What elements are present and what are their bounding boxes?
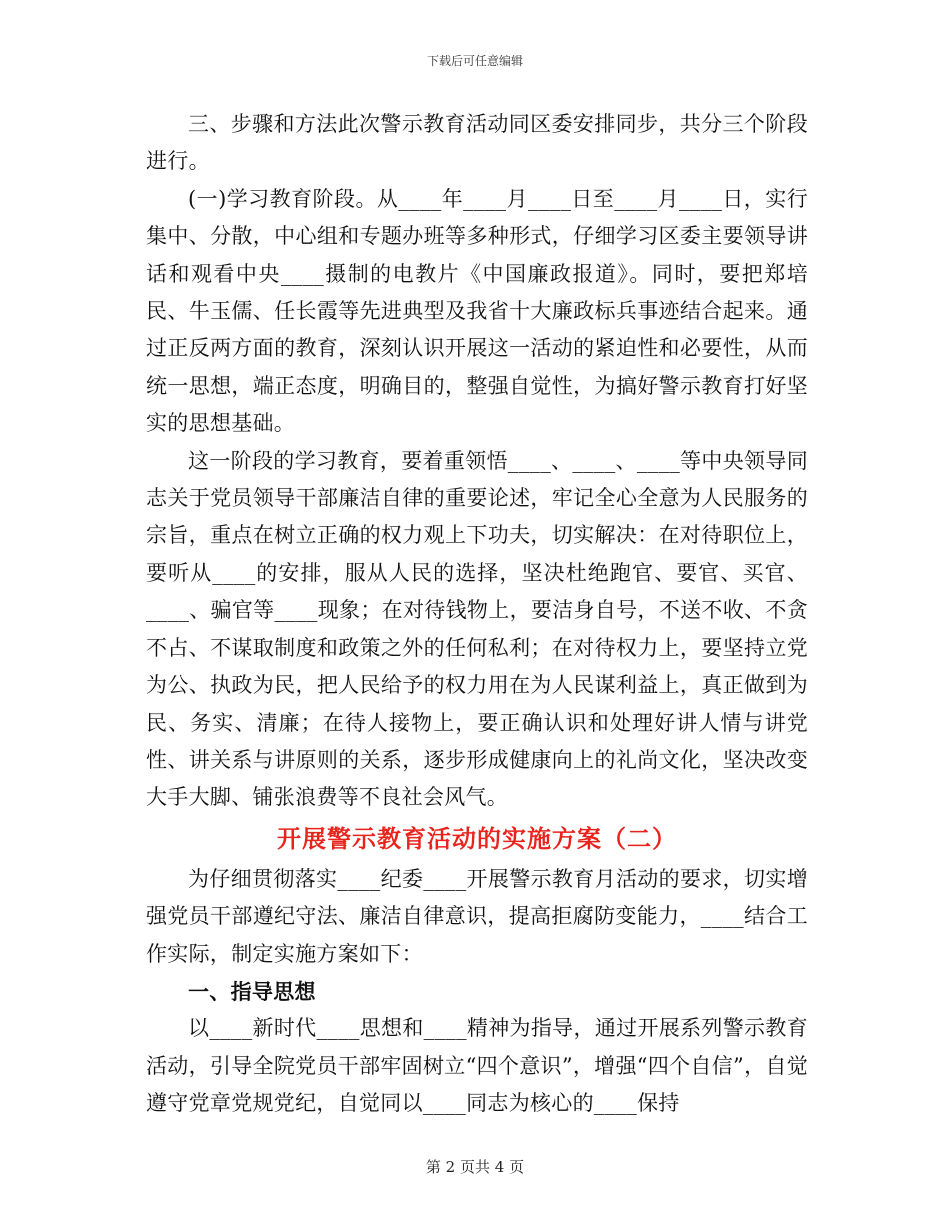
paragraph-guiding-ideology: 以____新时代____思想和____精神为指导，通过开展系列警示教育活动，引导全院党员干部牢固树立“四个意识”，增强“四个自信”，自觉遵守党章党规党纪，自觉同以____同志为核心的____保持: [146, 1016, 808, 1116]
paragraph-intro: 为仔细贯彻落实____纪委____开展警示教育月活动的要求，切实增强党员干部遵纪守法、廉洁自律意识，提高拒腐防变能力，____结合工作实际，制定实施方案如下：: [146, 866, 808, 966]
section-title: 开展警示教育活动的实施方案（二）: [277, 823, 677, 853]
page-header: 下载后可任意编辑: [426, 54, 523, 68]
paragraph-study-focus: 这一阶段的学习教育，要着重领悟____、____、____等中央领导同志关于党员领导干部廉洁自律的重要论述，牢记全心全意为人民服务的宗旨，重点在树立正确的权力观上下功夫，切实解决：在对待职位上，要听从____的安排，服从人民的选择，坚决杜绝跑官、要官、买官、____、骗官等____现象；在对待钱物上，要洁身自号，不送不收、不贪不占、不谋取制度和政策之外的任何私利；在对待权力上，要坚持立党为公、执政为民，把人民给予的权力用在为人民谋利益上，真正做到为民、务实、清廉；在待人接物上，要正确认识和处理好讲人情与讲党性、讲关系与讲原则的关系，逐步形成健康向上的礼尚文化，坚决改变大手大脚、铺张浪费等不良社会风气。: [146, 448, 808, 810]
paragraph-study-phase: (一)学习教育阶段。从____年____月____日至____月____日，实行集中、分散，中心组和专题办班等多种形式，仔细学习区委主要领导讲话和观看中央____摄制的电教片《中国廉政报道》。同时，要把郑培民、牛玉儒、任长霞等先进典型及我省十大廉政标兵事迹结合起来。通过正反两方面的教育，深刻认识开展这一活动的紧迫性和必要性，从而统一思想，端正态度，明确目的，整强自觉性，为搞好警示教育打好坚实的思想基础。: [146, 186, 808, 436]
document-body: [146, 106, 808, 1123]
page-footer: 第 2 页共 4 页: [425, 1158, 525, 1176]
paragraph-steps-methods: 三、步骤和方法此次警示教育活动同区委安排同步，共分三个阶段进行。: [146, 112, 808, 174]
heading-guiding-ideology: 一、指导思想: [188, 978, 316, 1004]
